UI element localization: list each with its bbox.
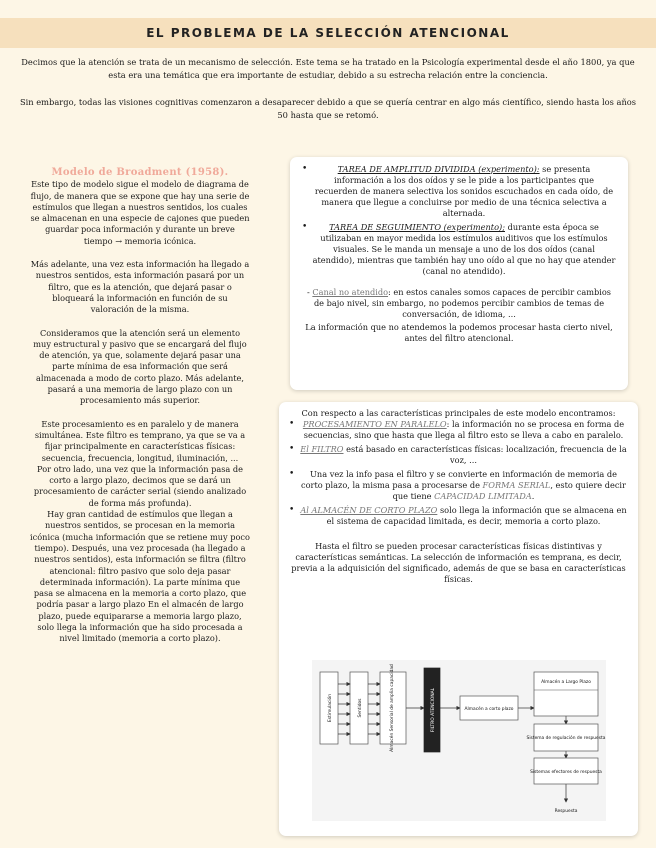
canal-label: Canal no atendido xyxy=(312,287,389,297)
long-term-store-box xyxy=(534,672,598,716)
label-sensory-store: Almacén Sensorial de amplia capacidad xyxy=(390,664,395,752)
page-title: EL PROBLEMA DE LA SELECCIÓN ATENCIONAL xyxy=(146,26,510,40)
diagram-svg xyxy=(312,660,606,821)
characteristics-card xyxy=(279,402,638,836)
left-p1-memoria: memoria icónica. xyxy=(124,235,197,246)
left-column xyxy=(30,167,250,645)
arrow-icon: → xyxy=(115,235,123,246)
filter-summary: Hasta el filtro se pueden procesar características físicas distintivas y características semánticas. La selección de información es temprana, es decir, previa a la adquisición del significado, además de que se basa en características físicas. xyxy=(291,541,626,584)
left-paragraph-6: Hay gran cantidad de estímulos que llegan a nuestros sentidos, se procesan en la memoria icónica (mucha información que se retiene muy poco tiempo). Después, una vez procesada (ha llegado a nuestros sentidos), esta información se filtra (filtro atencional: filtro pasivo que solo deja pasar determinada información). La parte mínima que pasa se almacena en la memoria a corto plazo, que podría pasar a largo plazo En el almacén de largo plazo, puede equipararse a memoria largo plazo, solo llega la información que ha sido procesada a nivel limitado (memoria a corto plazo). xyxy=(30,509,250,644)
serial-mid: , esto quiere decir que tiene xyxy=(392,480,626,501)
section-subtitle: Modelo de Broadment (1958). xyxy=(51,167,229,178)
label-corto-plazo: Almacén a corto plazo xyxy=(464,707,514,712)
characteristics-list xyxy=(289,419,628,527)
task-text-divided: se presenta información a los dos oídos y se le pide a los participantes que recuerden de manera selectiva los sonidos escuchados en cada oído, de manera que llegue a concluirse por medio de una técnica selectiva a alternada. xyxy=(314,164,614,218)
label-regulacion: Sistema de regulación de respuesta xyxy=(526,736,606,741)
card1-conclusion: La información que no atendemos la podemos procesar hasta cierto nivel, antes del filtro atencional. xyxy=(305,322,613,343)
serial-end: . xyxy=(531,491,535,501)
left-paragraph-3: Consideramos que la atención será un elemento muy estructural y pasivo que se encargará del flujo de atención, ya que, solamente dejará pasar una parte mínima de esa información que será almacenada a modo de corto plazo. Más adelante, pasará a una memoria de largo plazo con un procesamiento más superior. xyxy=(33,327,247,406)
list-item xyxy=(289,419,628,441)
unattended-channel-note xyxy=(302,287,616,320)
left-paragraph-2: Más adelante, una vez esta información ha llegado a nuestros sentidos, esta información pasará por un filtro, que es la atención, que dejará pasar o bloqueará la información en función de su valoración de la misma. xyxy=(30,259,250,315)
broadbent-diagram xyxy=(312,660,606,821)
canal-text: : en estos canales somos capaces de percibir cambios de bajo nivel, sin embargo, no podemos percibir cambios de temas de conversación, de idioma, ... xyxy=(313,287,612,319)
left-paragraph-5: Por otro lado, una vez que la información pasa de corto a largo plazo, decimos que se dará un procesamiento de carácter serial (siendo analizado de forma más profunda). xyxy=(33,463,247,508)
left-p1-text: Este tipo de modelo sigue el modelo de diagrama de flujo, de manera que se expone que hay una serie de estímulos que llegan a nuestros sentidos, los cuales se almacenan en una especie de cajones que pueden guardar poca información y durante un breve xyxy=(30,179,250,235)
serial-em: FORMA SERIAL xyxy=(482,480,551,490)
intro-paragraph-1: Decimos que la atención se trata de un mecanismo de selección. Este tema se ha tratado en la Psicología experimental desde el año 1800, ya que esta era una temática que era importante de estudiar, debido a su estrecha relación entre la conciencia. xyxy=(21,57,635,80)
left-p1-tiempo: tiempo xyxy=(83,235,116,246)
label-largo-plazo: Almacén a Largo Plazo xyxy=(541,680,591,685)
list-item xyxy=(289,505,628,527)
left-paragraph-4: Este procesamiento es en paralelo y de manera simultánea. Este filtro es temprano, ya que se va a fijar principalmente en características físicas: secuencia, frecuencia, longitud, iluminación, ... xyxy=(34,418,246,463)
label-respuesta: Respuesta xyxy=(554,809,578,814)
page-header xyxy=(0,18,656,48)
task-title-divided: TAREA DE AMPLITUD DIVIDIDA (experimento): xyxy=(337,164,540,174)
label-efectores: Sistemas efectores de respuesta xyxy=(530,770,602,775)
filter-title: El FILTRO xyxy=(300,444,344,454)
left-paragraph-1 xyxy=(30,179,250,247)
task-title-tracking: TAREA DE SEGUIMIENTO (experimento); xyxy=(329,222,505,232)
experiments-list xyxy=(302,164,616,277)
list-item xyxy=(289,469,628,502)
canal-prefix: - xyxy=(306,287,313,297)
capacity-em: CAPACIDAD LIMITADA xyxy=(434,491,532,501)
list-item xyxy=(302,164,616,219)
list-item xyxy=(302,222,616,277)
list-item xyxy=(289,444,628,466)
task-text-tracking: durante esta época se utilizaban en mayor medida los estímulos auditivos que los estímulos visuales. Se le manda un mensaje a uno de los dos oídos (canal atendido), mientras que también hay uno oído al que no hay que atender (canal no atendido). xyxy=(312,222,616,276)
characteristics-intro: Con respecto a las características principales de este modelo encontramos: xyxy=(301,408,616,418)
short-store-title: Al ALMACÉN DE CORTO PLAZO xyxy=(300,505,438,515)
parallel-title: PROCESAMIENTO EN PARALELO xyxy=(302,419,447,429)
short-store-text: solo llega la información que se almacena en el sistema de capacidad limitada, es decir, memoria a corto plazo. xyxy=(326,505,627,526)
intro-paragraph-2: Sin embargo, todas las visiones cognitivas comenzaron a desaparecer debido a que se quería centrar en algo más científico, siendo hasta los años 50 hasta que se retomó. xyxy=(19,97,637,120)
label-filtro: FILTRO ATENCIONAL xyxy=(431,687,436,733)
parallel-text: : la información no se procesa en forma de secuencias, sino que hasta que llega al filtro esto se lleva a cabo en paralelo. xyxy=(303,419,625,440)
filter-text: está basado en características físicas: localización, frecuencia de la voz, ... xyxy=(343,444,627,465)
experiments-card xyxy=(290,157,628,390)
serial-text: Una vez la info pasa el filtro y se convierte en información de memoria de corto plazo, la misma pasa a procesarse de xyxy=(301,469,617,490)
label-sentidos: Sentidos xyxy=(358,698,363,718)
label-estimulacion: Estimulación xyxy=(328,693,333,723)
